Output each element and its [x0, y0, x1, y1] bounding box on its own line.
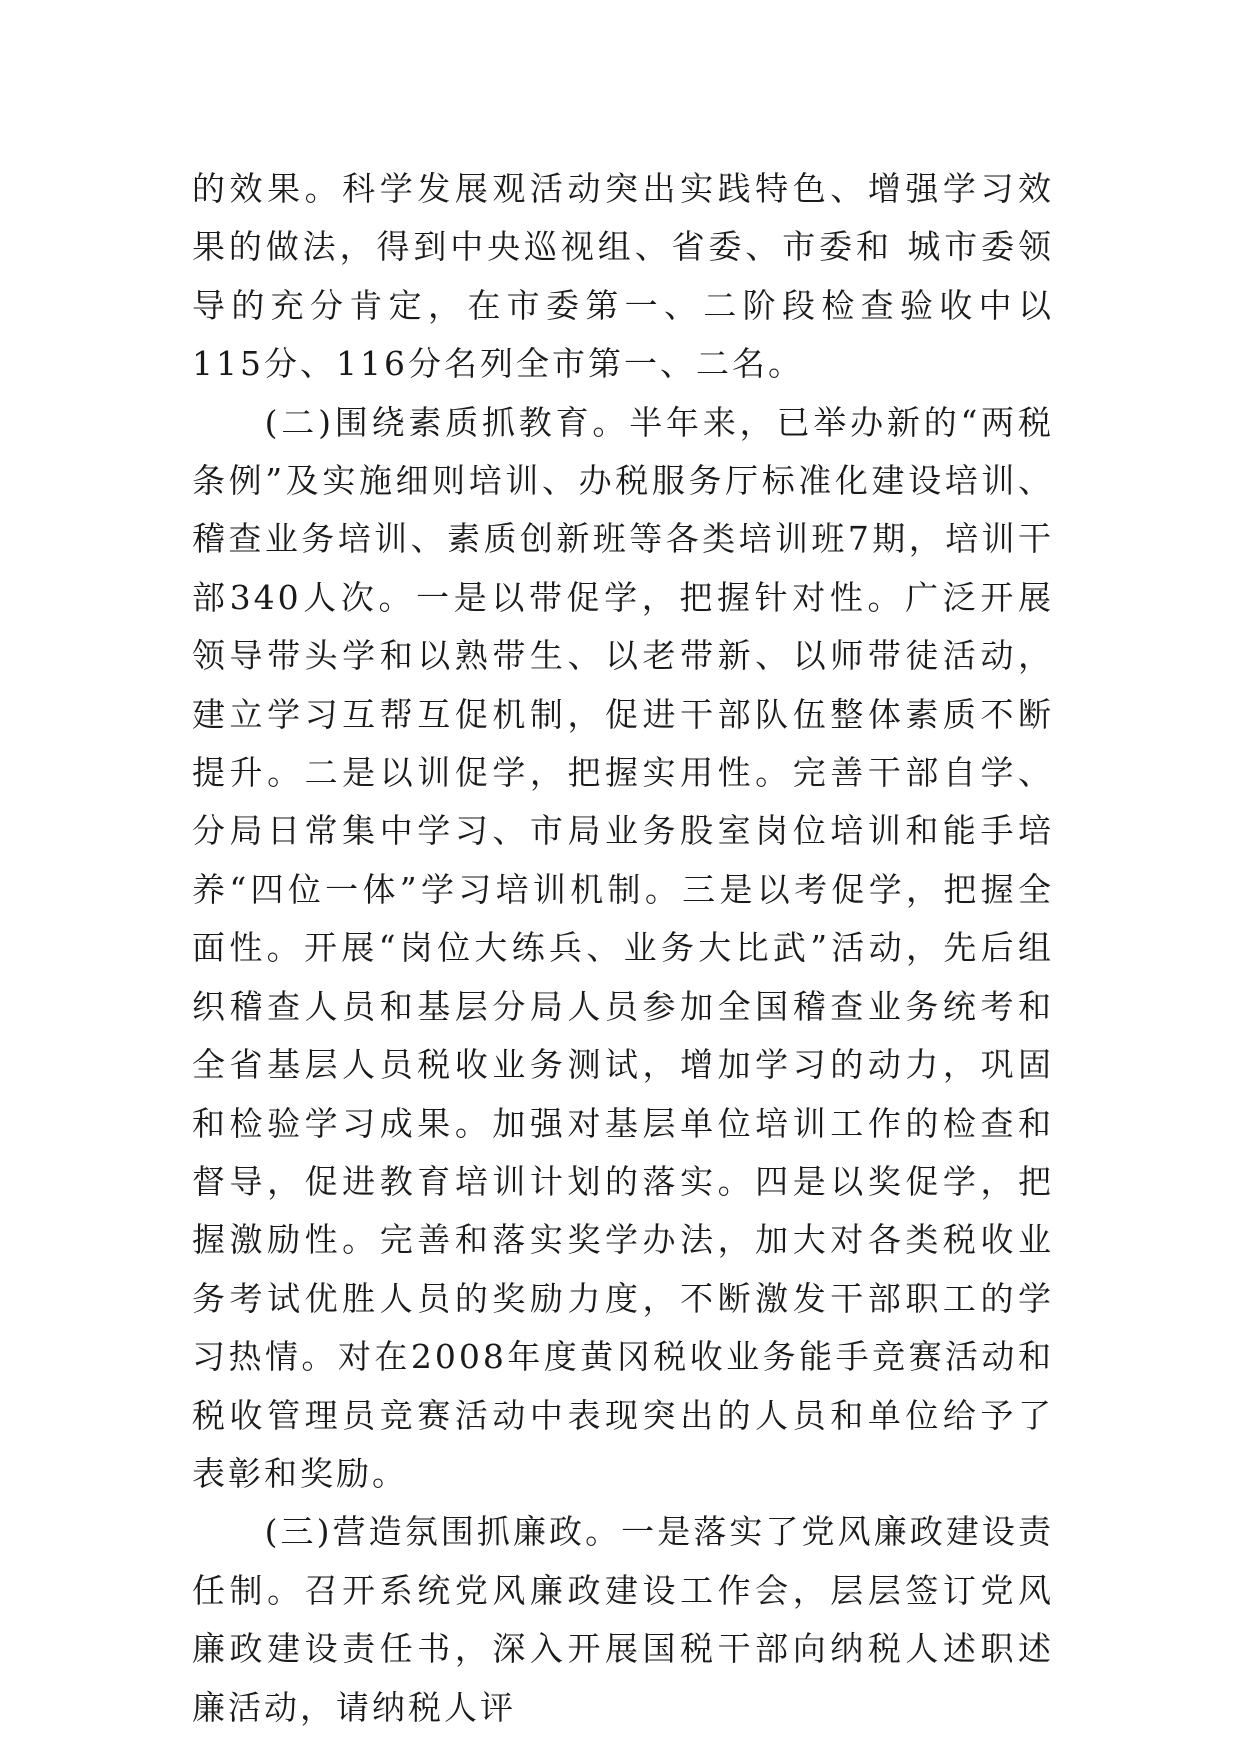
paragraph-section-three-integrity: (三)营造氛围抓廉政。一是落实了党风廉政建设责任制。召开系统党风廉政建设工作会，层层签订党风廉政建设责任书，深入开展国税干部向纳税人述职述廉活动，请纳税人评 [192, 1512, 1054, 1727]
paragraph-section-two-education: (二)围绕素质抓教育。半年来，已举办新的“两税条例”及实施细则培训、办税服务厅标准化建设培训、稽查业务培训、素质创新班等各类培训班7期，培训干部340人次。一是以带促学，把握针对性。广泛开展领导带头学和以熟带生、以老带新、以师带徒活动，建立学习互帮互促机制，促进干部队伍整体素质不断提升。二是以训促学，把握实用性。完善干部自学、分局日常集中学习、市局业务股室岗位培训和能手培养“四位一体”学习培训机制。三是以考促学，把握全面性。开展“岗位大练兵、业务大比武”活动，先后组织稽查人员和基层分局人员参加全国稽查业务统考和全省基层人员税收业务测试，增加学习的动力，巩固和检验学习成果。加强对基层单位培训工作的检查和督导，促进教育培训计划的落实。四是以奖促学，把握激励性。完善和落实奖学办法，加大对各类税收业务考试优胜人员的奖励力度，不断激发干部职工的学习热情。对在2008年度黄冈税收业务能手竞赛活动和税收管理员竞赛活动中表现突出的人员和单位给予了表彰和奖励。 [192, 402, 1054, 1493]
paragraph-intro-continuation: 的效果。科学发展观活动突出实践特色、增强学习效果的做法，得到中央巡视组、省委、市委和 城市委领导的充分肯定，在市委第一、二阶段检查验收中以115分、116分名列全市第一、二名。 [192, 169, 1054, 384]
document-body [192, 160, 1054, 1737]
